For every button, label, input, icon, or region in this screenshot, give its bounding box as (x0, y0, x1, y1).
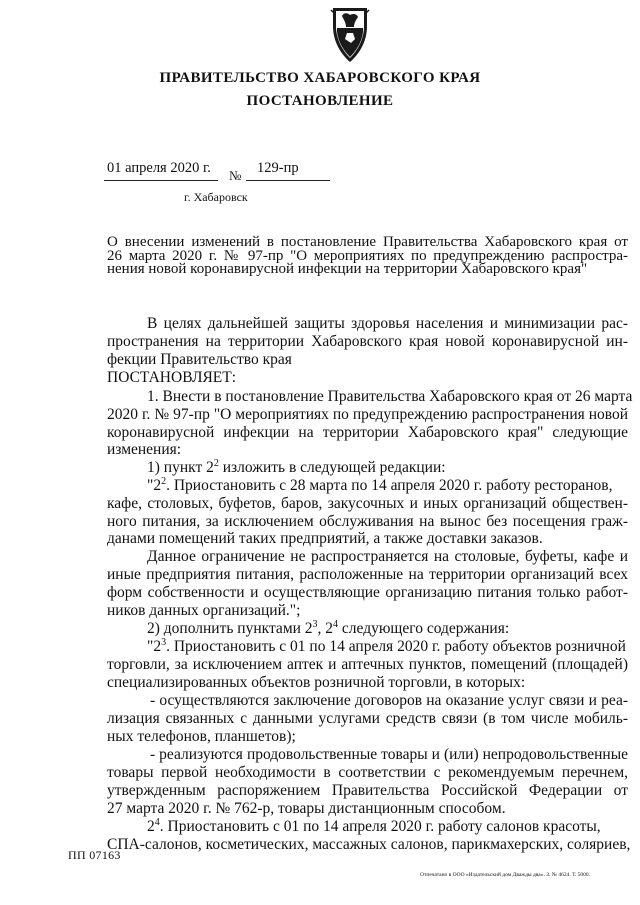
body-line: 1) пункт $2^2$ изложить в следующей редакции: (147, 458, 446, 476)
title-line: 26 марта 2020 г. № 97-пр "О мероприятиях по предупреждению распростра- (107, 248, 628, 264)
body-line: "$2^3$. Приостановить с 01 по 14 апреля 2020 г. работу объектов розничной (147, 637, 626, 655)
coat-of-arms-emblem (327, 6, 373, 64)
date-underline (104, 180, 218, 181)
document-date: 01 апреля 2020 г. (107, 160, 211, 176)
body-line: товары первой необходимости в соответствии с рекомендуемым перечнем, (107, 764, 628, 781)
title-line: О внесении изменений в постановление Правительства Хабаровского края от (107, 234, 628, 250)
body-line: В целях дальнейшей защиты здоровья населения и минимизации рас- (147, 315, 628, 332)
body-line: лизация связанных с данными услугами средств связи (в том числе мобиль- (107, 710, 628, 727)
document-number: 129-пр (257, 160, 299, 176)
body-line: $2^4$. Приостановить с 01 по 14 апреля 2020 г. работу салонов красоты, (147, 817, 601, 835)
body-line: - осуществляются заключение договоров на оказание услуг связи и реа- (150, 692, 628, 709)
body-line: утвержденным распоряжением Правительства Российской Федерации от (107, 782, 628, 799)
document-code: ПП 07163 (68, 848, 121, 862)
number-sign: № (229, 168, 242, 183)
body-line: кафе, столовых, буфетов, баров, закусочных и иных организаций обществен- (107, 495, 628, 512)
printer-note: Отпечатано в ООО «Издательский дом Дважды два». З. № 4624. Т. 5000. (420, 872, 591, 878)
document-type: ПОСТАНОВЛЕНИЕ (246, 93, 394, 109)
body-line: 1. Внести в постановление Правительства Хабаровского края от 26 марта (147, 388, 633, 405)
number-underline (246, 180, 330, 181)
body-line: пространения на территории Хабаровского края новой коронавирусной ин- (107, 333, 628, 350)
body-line: 2) дополнить пунктами $2^3$, $2^4$ следующего содержания: (147, 619, 510, 637)
body-line: специализированных объектов розничной торговли, в которых: (107, 674, 526, 691)
body-line: ного питания, за исключением обслуживания на вынос без посещения граж- (107, 513, 628, 530)
body-line: СПА-салонов, косметических, массажных салонов, парикмахерских, соляриев, (107, 836, 631, 853)
body-line: коронавирусной инфекции на территории Хабаровского края" следующие (107, 424, 628, 441)
body-line: Данное ограничение не распространяется на столовые, буфеты, кафе и (147, 548, 628, 565)
title-line: нения новой коронавирусной инфекции на территории Хабаровского края" (107, 261, 588, 277)
government-name: ПРАВИТЕЛЬСТВО ХАБАРОВСКОГО КРАЯ (159, 70, 481, 86)
body-line: - реализуются продовольственные товары и (или) непродовольственные (150, 746, 628, 763)
body-line: торговли, за исключением аптек и аптечных пунктов, помещений (площадей) (107, 656, 628, 673)
body-line: "$2^2$. Приостановить с 28 марта по 14 апреля 2020 г. работу ресторанов, (147, 476, 613, 494)
body-line: ных телефонов, планшетов); (107, 728, 296, 745)
body-line: иные предприятия питания, расположенные на территории организаций всех (107, 566, 628, 583)
body-line: форм собственности и осуществляющие организацию питания только работ- (107, 584, 628, 601)
body-line: 2020 г. № 97-пр "О мероприятиях по предупреждению распространения новой (107, 406, 628, 423)
body-line: данами помещений таких предприятий, а также доставки заказов. (107, 530, 543, 547)
body-line: 27 марта 2020 г. № 762-р, товары дистанционным способом. (107, 800, 506, 817)
city-name: г. Хабаровск (184, 190, 248, 204)
decree-word: ПОСТАНОВЛЯЕТ: (107, 369, 237, 386)
body-line: изменения: (107, 441, 182, 458)
body-line: ников данных организаций."; (107, 602, 301, 619)
body-line: фекции Правительство края (107, 351, 292, 368)
